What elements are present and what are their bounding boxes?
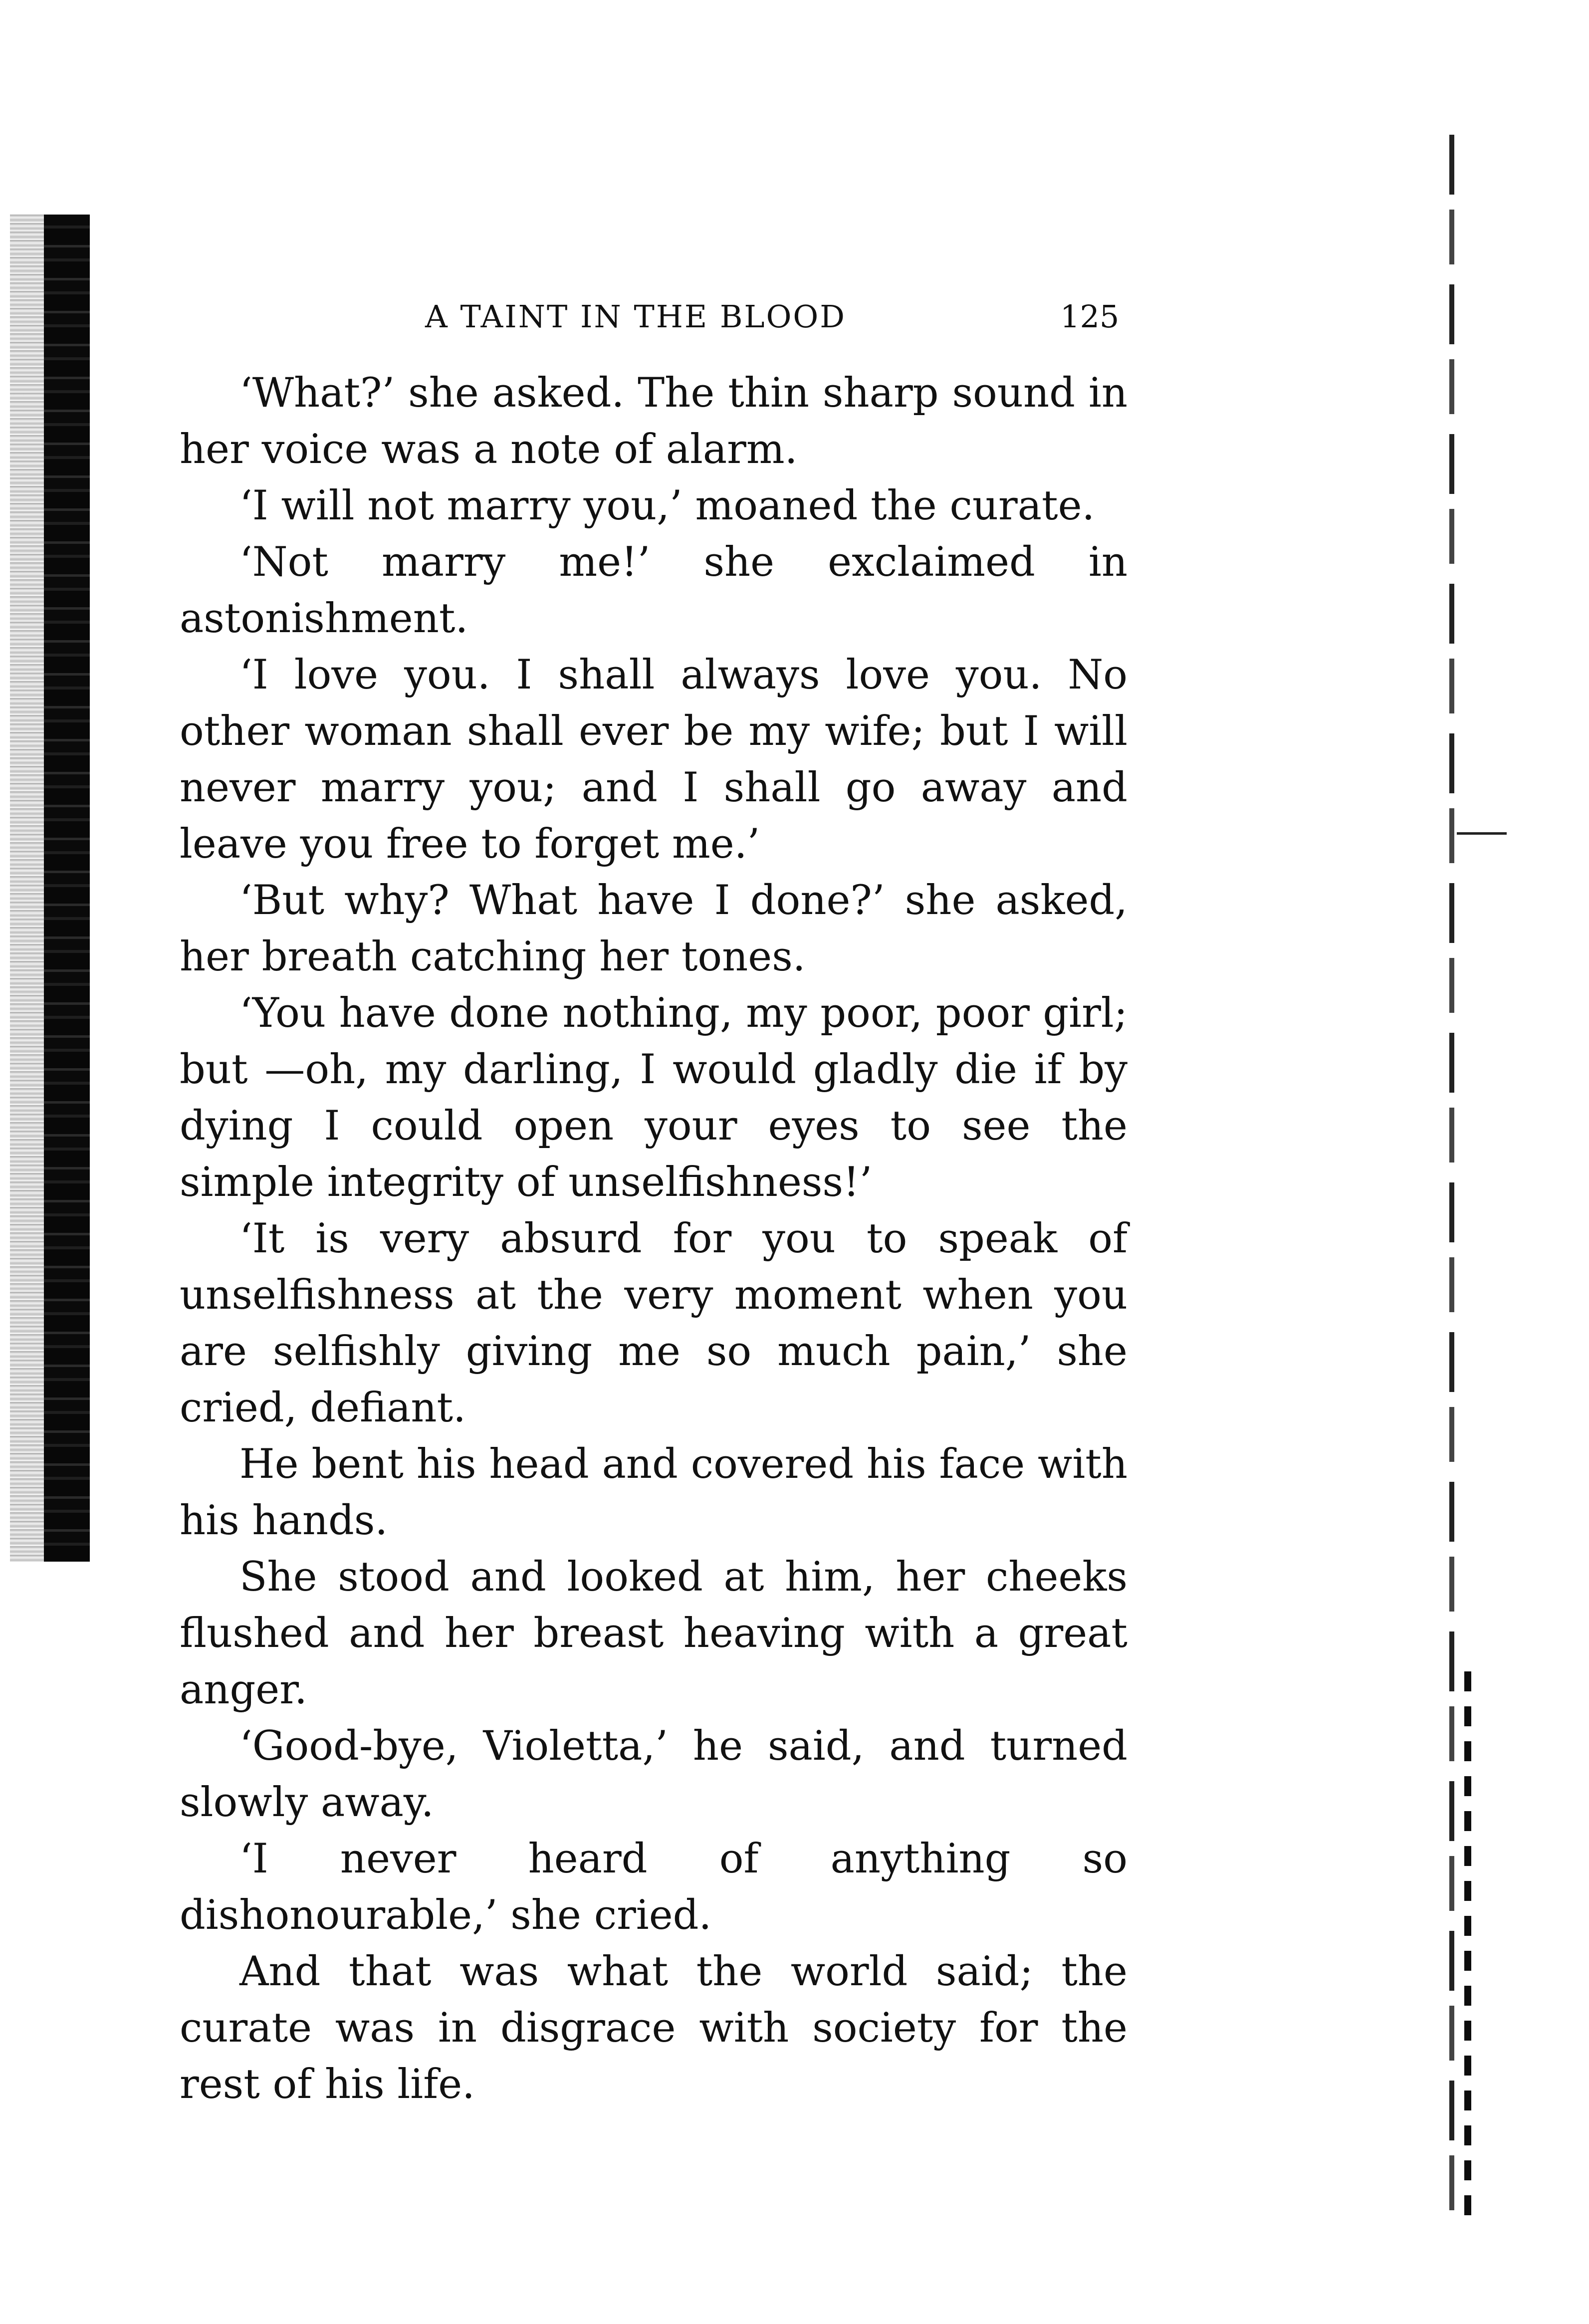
scan-page-edge-right-lower: [1464, 1671, 1471, 2230]
paragraph: ‘Good-bye, Violetta,’ he said, and turned slowly away.: [180, 1723, 1128, 1826]
scan-page-edge-right: [1449, 135, 1454, 2230]
body-text: [180, 365, 1128, 2113]
paragraph: She stood and looked at him, her cheeks flushed and her breast heaving with a great anger.: [180, 1554, 1128, 1713]
scan-shadow-left: [10, 215, 45, 1562]
scan-mark: [1457, 832, 1507, 835]
paragraph: ‘You have done nothing, my poor, poor girl; but —oh, my darling, I would gladly die if by dying I could open your eyes to see the simple integrity of unselfishness!’: [180, 990, 1128, 1206]
paragraph: ‘It is very absurd for you to speak of unselfishness at the very moment when you are selfishly giving me so much pain,’ she cried, defiant.: [180, 1215, 1128, 1431]
scan-binding-edge: [44, 215, 90, 1562]
running-head: A TAINT IN THE BLOOD: [425, 298, 846, 335]
paragraph: ‘I love you. I shall always love you. No other woman shall ever be my wife; but I will never marry you; and I shall go away and leave you free to forget me.’: [180, 652, 1128, 868]
page-number: 125: [1060, 298, 1120, 335]
paragraph: He bent his head and covered his face with his hands.: [180, 1441, 1128, 1544]
paragraph: ‘Not marry me!’ she exclaimed in astonishment.: [180, 539, 1128, 642]
paragraph: ‘I will not marry you,’ moaned the curate.: [239, 482, 1095, 529]
paragraph: ‘I never heard of anything so dishonourable,’ she cried.: [180, 1836, 1128, 1939]
paragraph: ‘What?’ she asked. The thin sharp sound in her voice was a note of alarm.: [180, 370, 1128, 473]
paragraph: ‘But why? What have I done?’ she asked, her breath catching her tones.: [180, 877, 1128, 980]
paragraph: And that was what the world said; the curate was in disgrace with society for the rest of his life.: [180, 1948, 1128, 2108]
